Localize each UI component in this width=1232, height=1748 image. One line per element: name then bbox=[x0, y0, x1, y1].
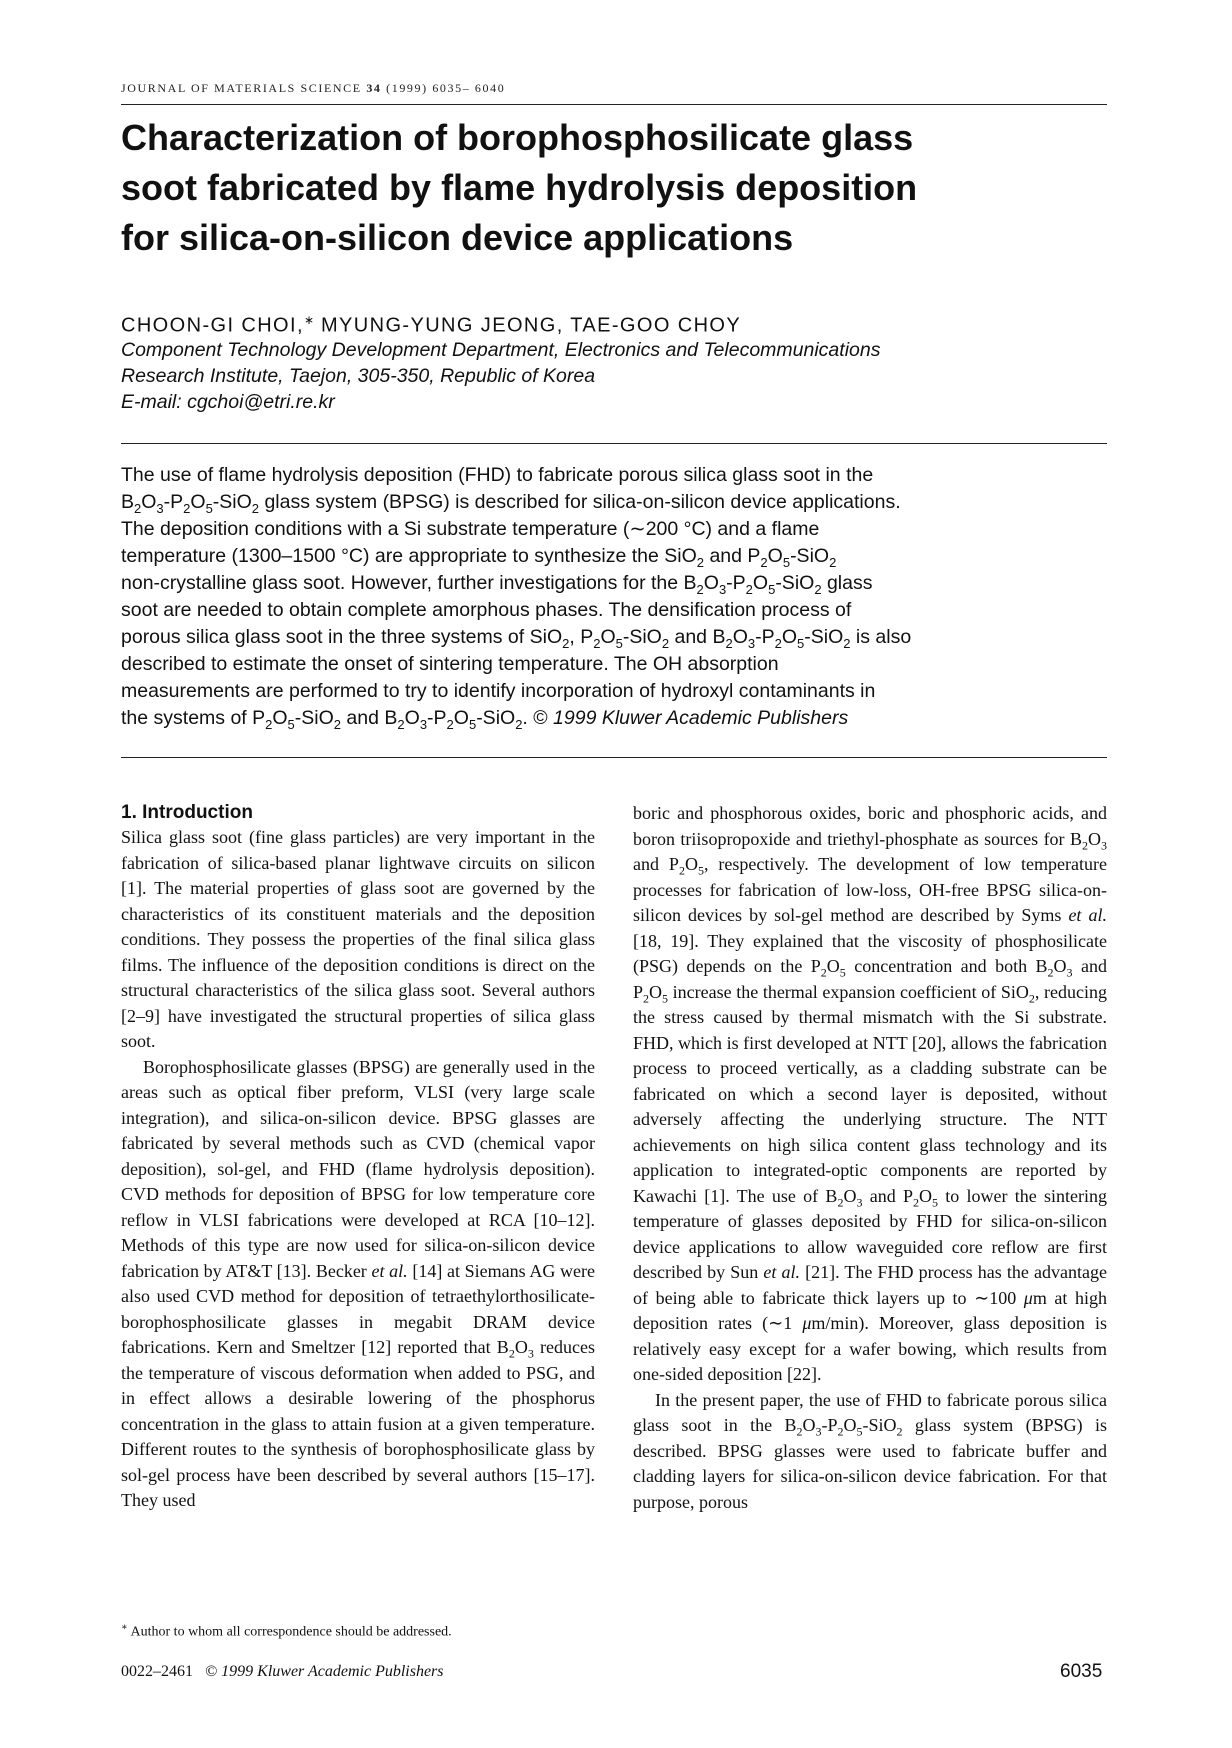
page-number: 6035 bbox=[1060, 1661, 1103, 1682]
body-paragraph: Silica glass soot (fine glass particles) are very important in the fabrication of silica-based planar lightwave circuits on silicon [1]. The material properties of glass soot are governed by the characteristics of its constituent materials and the deposition conditions. They possess the properties of the final silica glass films. The influence of the deposition conditions is direct on the structural characteristics of the silica glass soot. Several authors [2–9] have investigated the structural properties of silica glass soot. bbox=[121, 827, 595, 1051]
abstract-line: measurements are performed to try to identify incorporation of hydroxyl contaminants in bbox=[121, 680, 876, 702]
author-rest: MYUNG-YUNG JEONG, TAE-GOO CHOY bbox=[314, 314, 742, 337]
author-list bbox=[121, 313, 741, 338]
copyright: © 1999 Kluwer Academic Publishers bbox=[205, 1663, 444, 1680]
header-rule bbox=[121, 104, 1107, 105]
affiliation-line: Component Technology Development Department, Electronics and Telecommunications bbox=[121, 339, 881, 361]
issn: 0022–2461 bbox=[121, 1663, 193, 1680]
abstract-line: The use of flame hydrolysis deposition (FHD) to fabricate porous silica glass soot in the bbox=[121, 464, 874, 486]
footnote-text: Author to whom all correspondence should be addressed. bbox=[127, 1624, 452, 1640]
body-paragraph: boric and phosphorous oxides, boric and phosphoric acids, and boron triisopropoxide and triethyl-phosphate as sources for $B_2O_3$ and $P_2O_5$, respectively. The development of low temperature processes for fabrication of low-loss, OH-free BPSG silica-on-silicon devices by sol-gel method are described by Syms et al. [18, 19]. They explained that the viscosity of phosphosilicate (PSG) depends on the $P_2O_5$ concentration and both $B_2O_3$ and $P_2O_5$ increase the thermal expansion coefficient of SiO$_2$, reducing the stress caused by thermal mismatch with the Si substrate. FHD, which is first developed at NTT [20], allows the fabrication process to proceed vertically, as a cladding substrate can be fabricated on which a second layer is deposited, without adversely affecting the underlying structure. The NTT achievements on high silica content glass technology and its application to integrated-optic components are reported by Kawachi [1]. The use of $B_2O_3$ and $P_2O_5$ to lower the sintering temperature of glasses deposited by FHD for silica-on-silicon device applications to allow waveguided core reflow are first described by Sun et al. [21]. The FHD process has the advantage of being able to fabricate thick layers up to ∼100 μm at high deposition rates (∼1 μm/min). Moreover, glass deposition is relatively easy except for a wafer bowing, which results from one-sided deposition [22]. bbox=[633, 803, 1107, 1384]
journal-volume: 34 bbox=[366, 81, 382, 95]
title-line: soot fabricated by flame hydrolysis deposition bbox=[121, 167, 918, 208]
body-paragraph: Borophosphosilicate glasses (BPSG) are generally used in the areas such as optical fiber preform, VLSI (very large scale integration), and silica-on-silicon device. BPSG glasses are fabricated by several methods such as CVD (chemical vapor deposition), sol-gel, and FHD (flame hydrolysis deposition). CVD methods for deposition of BPSG for low temperature core reflow in VLSI fabrications were developed at RCA [10–12]. Methods of this type are now used for silica-on-silicon device fabrication by AT&T [13]. Becker et al. [14] at Siemans AG were also used CVD method for deposition of tetraethylorthosilicate-borophosphosilicate glasses in megabit DRAM device fabrications. Kern and Smeltzer [12] reported that $B_2O_3$ reduces the temperature of viscous deformation when added to PSG, and in effect allows a desirable lowering of the phosphorus concentration in the glass to attain fusion at a given temperature. Different routes to the synthesis of borophosphosilicate glass by sol-gel process have been described by several authors [15–17]. They used bbox=[121, 1056, 596, 1510]
abstract-line: $B_2O_3-P_2O_5-SiO_2$ glass system (BPSG) is described for silica-on-silicon device applications. bbox=[121, 491, 901, 516]
abstract bbox=[121, 462, 1111, 732]
abstract-line: soot are needed to obtain complete amorphous phases. The densification process of bbox=[121, 599, 852, 621]
abstract-line: porous silica glass soot in the three systems of SiO$_2$, $P_2O_5-SiO_2$ and $B_2O_3-P_2O_5-SiO_2$ is also bbox=[121, 626, 912, 651]
author-asterisk: ∗ bbox=[303, 313, 314, 327]
title-line: for silica-on-silicon device applications bbox=[121, 217, 794, 258]
journal-pages: (1999) 6035– 6040 bbox=[386, 81, 506, 95]
running-head bbox=[121, 81, 1107, 96]
journal-name: JOURNAL OF MATERIALS SCIENCE bbox=[121, 81, 362, 95]
author-first: CHOON-GI CHOI, bbox=[121, 314, 304, 337]
abstract-line: described to estimate the onset of sintering temperature. The OH absorption bbox=[121, 653, 779, 675]
title-line: Characterization of borophosphosilicate glass bbox=[121, 117, 914, 158]
body-paragraph: In the present paper, the use of FHD to fabricate porous silica glass soot in the $B_2O_3-P_2O_5-SiO_2$ glass system (BPSG) is described. BPSG glasses were used to fabricate buffer and cladding layers for silica-on-silicon device fabrication. For that purpose, porous bbox=[633, 1389, 1107, 1512]
abstract-rule-bottom bbox=[121, 757, 1107, 758]
email-line: E-mail: cgchoi@etri.re.kr bbox=[121, 391, 335, 413]
abstract-line: The deposition conditions with a Si substrate temperature (∼200 °C) and a flame bbox=[121, 518, 820, 540]
abstract-line: temperature (1300–1500 °C) are appropriate to synthesize the SiO$_2$ and $P_2O_5-SiO_2$ bbox=[121, 545, 837, 570]
footnote-mark: ∗ bbox=[121, 1622, 128, 1633]
section-heading: 1. Introduction bbox=[121, 802, 253, 823]
article-title bbox=[121, 113, 1107, 263]
footnote bbox=[121, 1622, 452, 1641]
footer-left bbox=[121, 1663, 444, 1681]
left-column bbox=[121, 800, 595, 1514]
abstract-line: the systems of $P_2O_5-SiO_2$ and $B_2O_3-P_2O_5-SiO_2$. © 1999 Kluwer Academic Publishers bbox=[121, 707, 849, 732]
abstract-rule-top bbox=[121, 443, 1107, 444]
affiliation bbox=[121, 337, 1111, 415]
affiliation-line: Research Institute, Taejon, 305-350, Republic of Korea bbox=[121, 365, 596, 387]
abstract-line: non-crystalline glass soot. However, further investigations for the $B_2O_3-P_2O_5-SiO_2$ glass bbox=[121, 572, 873, 597]
right-column bbox=[633, 801, 1107, 1515]
